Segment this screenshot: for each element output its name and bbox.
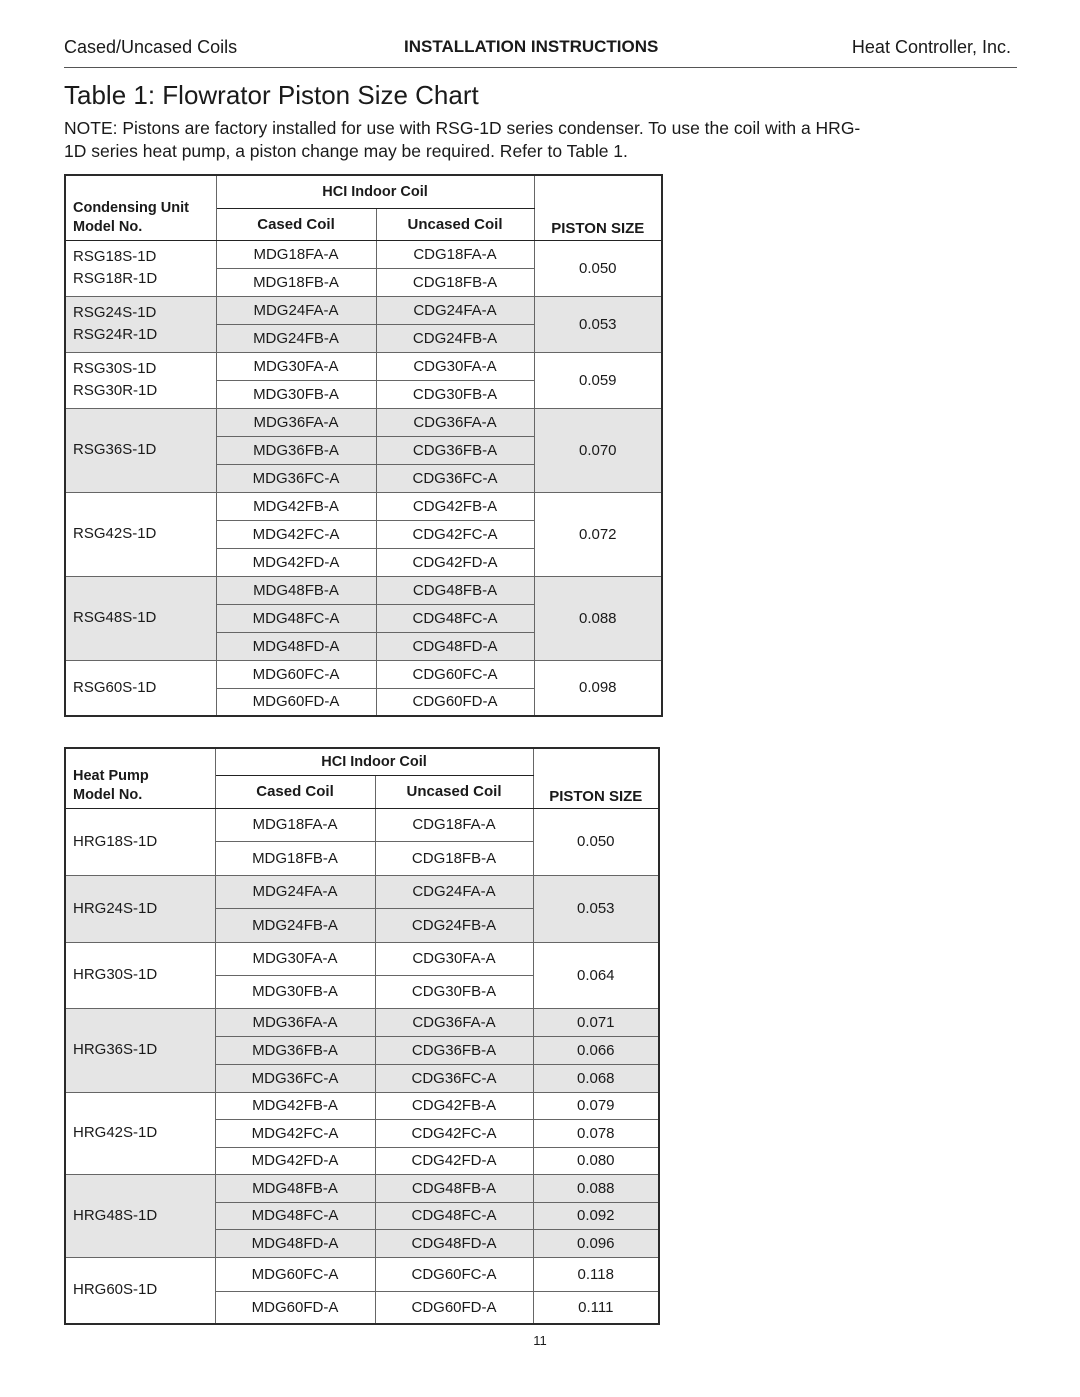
note-paragraph [64,117,864,163]
model-number: RSG18R-1D [73,270,158,287]
model-number-cell [65,808,215,875]
piston-size-cell: 0.068 [533,1064,659,1092]
table-row [65,352,662,380]
uncased-coil-cell: CDG48FB-A [375,1174,533,1202]
model-column-header [65,748,215,808]
note-label: NOTE [64,118,113,138]
cased-coil-cell: MDG36FC-A [215,1064,375,1092]
piston-size-cell: 0.059 [534,352,662,408]
cased-coil-cell: MDG42FD-A [215,1147,375,1174]
uncased-coil-cell: CDG30FA-A [376,352,534,380]
cased-coil-cell: MDG30FB-A [215,975,375,1008]
piston-size-cell: 0.070 [534,408,662,492]
cased-coil-cell: MDG18FB-A [216,268,376,296]
cased-coil-cell: MDG18FB-A [215,841,375,875]
uncased-coil-cell: CDG48FB-A [376,576,534,604]
model-number-cell [65,352,216,408]
cased-coil-cell: MDG60FC-A [215,1257,375,1291]
cased-coil-cell: MDG36FB-A [215,1036,375,1064]
model-number-cell [65,1257,215,1324]
model-number: RSG60S-1D [73,678,157,696]
uncased-coil-cell: CDG24FA-A [376,296,534,324]
model-number: RSG36S-1D [73,441,157,458]
cased-coil-cell: MDG48FD-A [215,1229,375,1257]
model-number: HRG24S-1D [73,899,158,917]
cased-coil-cell: MDG48FC-A [216,604,376,632]
piston-size-column-header: PISTON SIZE [533,748,659,808]
uncased-coil-cell: CDG18FB-A [376,268,534,296]
piston-size-cell: 0.080 [533,1147,659,1174]
cased-coil-cell: MDG36FC-A [216,464,376,492]
condensing-unit-piston-table [64,174,663,717]
uncased-coil-cell: CDG30FB-A [375,975,533,1008]
uncased-coil-cell: CDG60FD-A [376,688,534,716]
piston-size-cell: 0.098 [534,660,662,716]
table-row [65,1174,659,1202]
piston-size-cell: 0.088 [534,576,662,660]
header-company-name: Heat Controller, Inc. [851,37,1011,57]
model-column-header-line: Heat Pump [73,767,149,784]
model-number-cell [65,1174,215,1257]
table-row [65,492,662,520]
uncased-coil-cell: CDG18FA-A [376,240,534,268]
uncased-coil-cell: CDG24FB-A [375,908,533,942]
piston-size-cell: 0.053 [534,296,662,352]
model-number: RSG18S-1D [73,248,157,265]
uncased-coil-cell: CDG60FD-A [375,1291,533,1324]
cased-coil-cell: MDG42FC-A [215,1119,375,1147]
model-number: RSG48S-1D [73,609,157,626]
model-number: RSG42S-1D [73,525,157,542]
model-number: HRG18S-1D [73,832,158,850]
table-row [65,1092,659,1119]
model-number-cell [65,492,216,576]
uncased-coil-cell: CDG30FA-A [375,942,533,975]
cased-coil-cell: MDG48FD-A [216,632,376,660]
cased-coil-column-header: Cased Coil [215,775,375,808]
model-number-cell [65,240,216,296]
uncased-coil-cell: CDG60FC-A [375,1257,533,1291]
uncased-coil-cell: CDG42FB-A [376,492,534,520]
table-header-row [65,175,662,208]
uncased-coil-cell: CDG42FC-A [375,1119,533,1147]
piston-size-cell: 0.066 [533,1036,659,1064]
model-number: HRG42S-1D [73,1124,158,1141]
cased-coil-cell: MDG36FB-A [216,436,376,464]
page-number: 11 [533,1333,547,1348]
cased-coil-cell: MDG48FB-A [216,576,376,604]
model-number: RSG30S-1D [73,360,157,377]
uncased-coil-cell: CDG36FB-A [375,1036,533,1064]
header-document-title: Cased/Uncased Coils [64,37,238,57]
uncased-coil-column-header: Uncased Coil [376,208,534,240]
piston-size-cell: 0.118 [533,1257,659,1291]
table-row [65,240,662,268]
cased-coil-cell: MDG42FB-A [215,1092,375,1119]
cased-coil-column-header: Cased Coil [216,208,376,240]
uncased-coil-column-header: Uncased Coil [375,775,533,808]
uncased-coil-cell: CDG18FB-A [375,841,533,875]
model-number-cell [65,875,215,942]
table-row [65,408,662,436]
model-number: RSG30R-1D [73,382,158,399]
model-column-header-line: Condensing Unit [73,199,189,216]
cased-coil-cell: MDG60FD-A [215,1291,375,1324]
indoor-coil-group-header: HCI Indoor Coil [215,748,533,775]
table-row [65,875,659,908]
cased-coil-cell: MDG36FA-A [216,408,376,436]
model-number-cell [65,1008,215,1092]
uncased-coil-cell: CDG36FC-A [375,1064,533,1092]
uncased-coil-cell: CDG48FD-A [375,1229,533,1257]
uncased-coil-cell: CDG48FD-A [376,632,534,660]
cased-coil-cell: MDG36FA-A [215,1008,375,1036]
uncased-coil-cell: CDG24FA-A [375,875,533,908]
uncased-coil-cell: CDG60FC-A [376,660,534,688]
uncased-coil-cell: CDG48FC-A [375,1202,533,1229]
cased-coil-cell: MDG24FB-A [216,324,376,352]
cased-coil-cell: MDG30FA-A [215,942,375,975]
uncased-coil-cell: CDG42FB-A [375,1092,533,1119]
model-number: RSG24S-1D [73,304,157,321]
cased-coil-cell: MDG24FB-A [215,908,375,942]
piston-size-cell: 0.078 [533,1119,659,1147]
model-number: RSG24R-1D [73,326,158,343]
cased-coil-cell: MDG42FD-A [216,548,376,576]
uncased-coil-cell: CDG30FB-A [376,380,534,408]
heat-pump-piston-table [64,747,660,1325]
uncased-coil-cell: CDG36FC-A [376,464,534,492]
uncased-coil-cell: CDG24FB-A [376,324,534,352]
table-row [65,296,662,324]
page-title: Table 1: Flowrator Piston Size Chart [64,80,479,110]
piston-size-column-header: PISTON SIZE [534,175,662,240]
model-column-header [65,175,216,240]
uncased-coil-cell: CDG36FB-A [376,436,534,464]
piston-size-cell: 0.079 [533,1092,659,1119]
cased-coil-cell: MDG60FC-A [216,660,376,688]
piston-size-cell: 0.096 [533,1229,659,1257]
table-row [65,1008,659,1036]
model-column-header-line: Model No. [73,786,143,803]
table-row [65,942,659,975]
uncased-coil-cell: CDG48FC-A [376,604,534,632]
piston-size-cell: 0.088 [533,1174,659,1202]
table-row [65,660,662,688]
cased-coil-cell: MDG42FC-A [216,520,376,548]
table-row [65,1257,659,1291]
model-number-cell [65,296,216,352]
header-section-title: INSTALLATION INSTRUCTIONS [404,37,659,56]
model-number: HRG36S-1D [73,1041,158,1058]
note-text: : Pistons are factory installed for use with RSG-1D series condenser. To use the coil with a HRG-1D series heat pump, a piston change may be required. Refer to Table 1. [64,118,861,161]
cased-coil-cell: MDG48FB-A [215,1174,375,1202]
uncased-coil-cell: CDG42FC-A [376,520,534,548]
model-number-cell [65,576,216,660]
piston-size-cell: 0.092 [533,1202,659,1229]
model-number-cell [65,1092,215,1174]
cased-coil-cell: MDG18FA-A [215,808,375,841]
cased-coil-cell: MDG42FB-A [216,492,376,520]
model-number-cell [65,660,216,716]
model-number: HRG60S-1D [73,1281,158,1299]
table-row [65,576,662,604]
cased-coil-cell: MDG60FD-A [216,688,376,716]
model-number-cell [65,942,215,1008]
model-column-header-line: Model No. [73,218,143,235]
uncased-coil-cell: CDG18FA-A [375,808,533,841]
cased-coil-cell: MDG30FB-A [216,380,376,408]
model-number-cell [65,408,216,492]
piston-size-cell: 0.050 [533,808,659,875]
uncased-coil-cell: CDG36FA-A [376,408,534,436]
model-number: HRG30S-1D [73,966,158,983]
model-number: HRG48S-1D [73,1206,158,1224]
indoor-coil-group-header: HCI Indoor Coil [216,175,534,208]
piston-size-cell: 0.053 [533,875,659,942]
uncased-coil-cell: CDG36FA-A [375,1008,533,1036]
piston-size-cell: 0.050 [534,240,662,296]
cased-coil-cell: MDG30FA-A [216,352,376,380]
table-row [65,808,659,841]
uncased-coil-cell: CDG42FD-A [375,1147,533,1174]
cased-coil-cell: MDG24FA-A [216,296,376,324]
table-header-row [65,748,659,775]
piston-size-cell: 0.111 [533,1291,659,1324]
cased-coil-cell: MDG24FA-A [215,875,375,908]
piston-size-cell: 0.071 [533,1008,659,1036]
cased-coil-cell: MDG48FC-A [215,1202,375,1229]
page-header [64,34,1017,68]
piston-size-cell: 0.064 [533,942,659,1008]
uncased-coil-cell: CDG42FD-A [376,548,534,576]
piston-size-cell: 0.072 [534,492,662,576]
cased-coil-cell: MDG18FA-A [216,240,376,268]
